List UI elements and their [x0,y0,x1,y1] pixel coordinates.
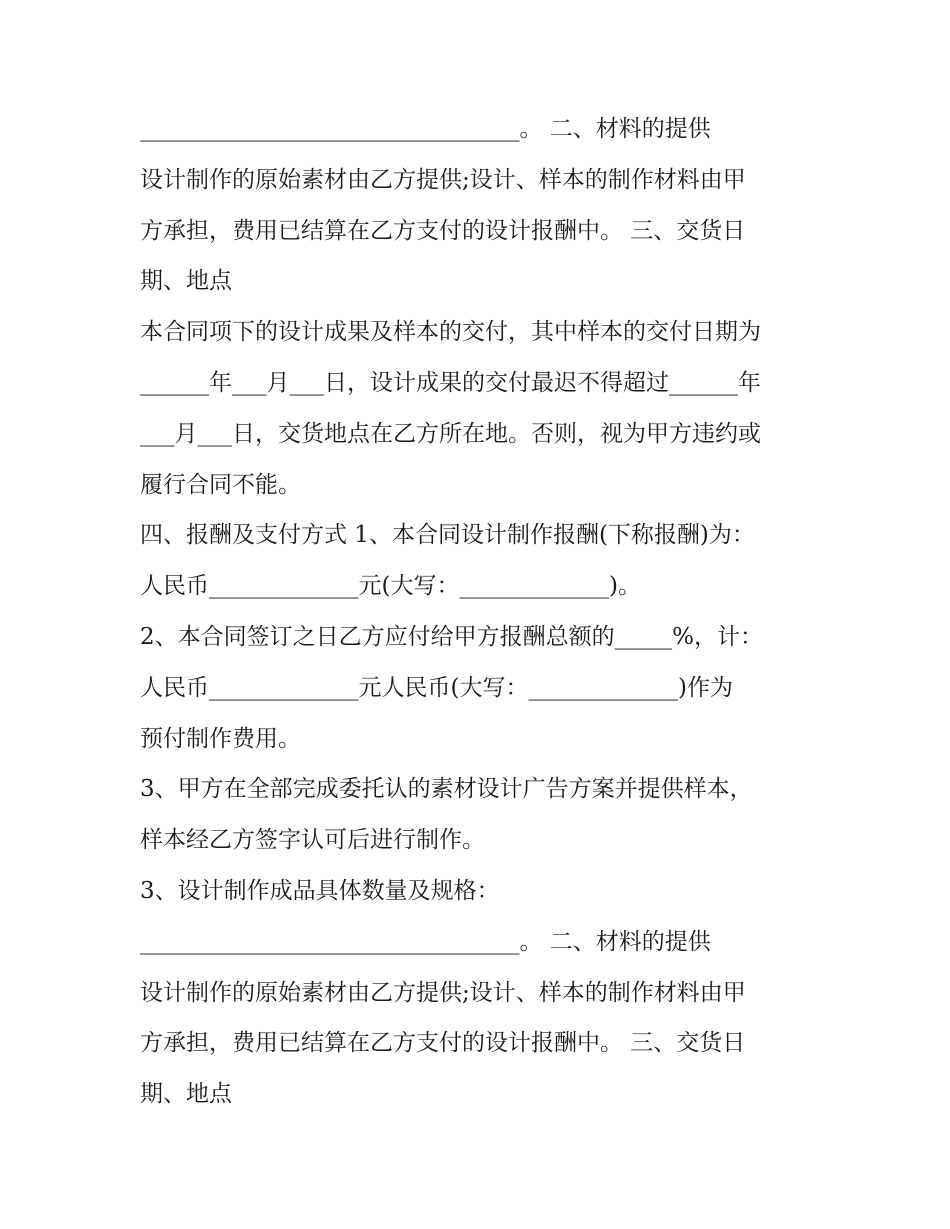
text-line: 设计制作的原始素材由乙方提供;设计、样本的制作材料由甲 [140,979,746,1006]
text-line: _________________________________。 二、材料的提供 [140,116,711,142]
text-line: 人民币_____________元人民币(大写：_____________)作为 [140,674,733,701]
text-line: ______年___月___日，设计成果的交付最迟不得超过______年 [140,369,761,396]
text-line: 本合同项下的设计成果及样本的交付，其中样本的交付日期为 [140,319,761,346]
text-line: ___月___日，交货地点在乙方所在地。否则，视为甲方违约或 [140,420,761,447]
text-line: 方承担，费用已结算在乙方支付的设计报酬中。 三、交货日 [140,1030,746,1057]
text-line: 3、设计制作成品具体数量及规格： [140,877,500,904]
text-line: 期、地点 [140,1081,232,1108]
text-line: _________________________________。 二、材料的提供 [140,928,711,955]
text-line: 履行合同不能。 [140,471,301,498]
document-page [140,104,820,1120]
text-line: 方承担，费用已结算在乙方支付的设计报酬中。 三、交货日 [140,217,746,244]
text-line: 人民币_____________元(大写：_____________)。 [140,573,641,600]
text-line: 设计制作的原始素材由乙方提供;设计、样本的制作材料由甲 [140,166,746,193]
text-line: 期、地点 [140,268,232,295]
text-line: 样本经乙方签字认可后进行制作。 [140,827,485,854]
text-line: 2、本合同签订之日乙方应付给甲方报酬总额的_____%，计： [140,623,763,650]
text-line: 3、甲方在全部完成委托认的素材设计广告方案并提供样本， [140,776,753,803]
text-line: 四、报酬及支付方式 1、本合同设计制作报酬(下称报酬)为： [140,522,755,549]
text-line: 预付制作费用。 [140,725,301,752]
